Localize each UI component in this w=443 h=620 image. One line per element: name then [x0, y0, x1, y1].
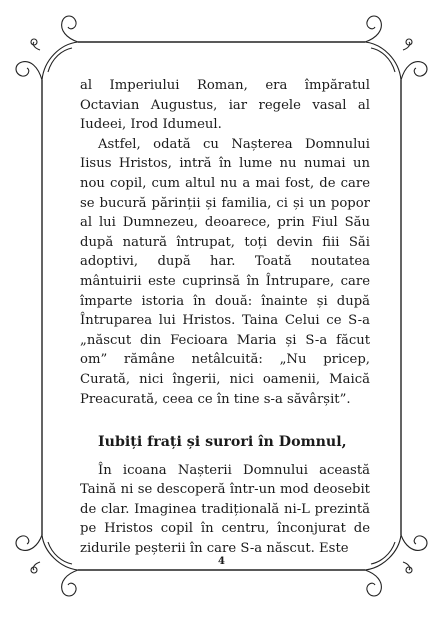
paragraph-icon: În icoana Nașterii Domnului această Taină ni se descoperă într-un mod deosebit de clar. Imaginea tradițională ni-L prezintă pe Hristos copil în centru, înconjurat de zidurile peșterii în care S-a născut. Este — [80, 462, 370, 557]
page-text — [80, 76, 370, 559]
section-heading: Iubiți frați și surori în Domnul, — [98, 434, 347, 451]
paragraph-nativity: Astfel, odată cu Nașterea Domnului Iisus Hristos, intră în lume nu numai un nou copil, cum altul nu a mai fost, de care se bucură părinții și familia, ci și un popor al lui Dumnezeu, deoarece, prin Fiul Său după natură întrupat, toți devin fiii Săi adoptivi, după har. Toată noutatea mântuirii este cuprinsă în Întrupare, care împarte istoria în două: înainte și după Întruparea lui Hristos. Taina Celui ce S-a „născut din Fecioara Maria și S-a făcut om” rămâne netâlcuită: „Nu pricep, Curată, nici îngerii, nici oamenii, Maică Preacurată, ceea ce în tine s-a săvârșit”. — [80, 136, 370, 407]
corner-ornament-top-right — [365, 16, 427, 80]
paragraph-continuation: al Imperiului Roman, era împăratul Octavian Augustus, iar regele vasal al Iudeei, Irod Idumeul. — [80, 78, 370, 133]
page-number: 4 — [218, 556, 225, 567]
corner-ornament-top-left — [16, 16, 78, 80]
